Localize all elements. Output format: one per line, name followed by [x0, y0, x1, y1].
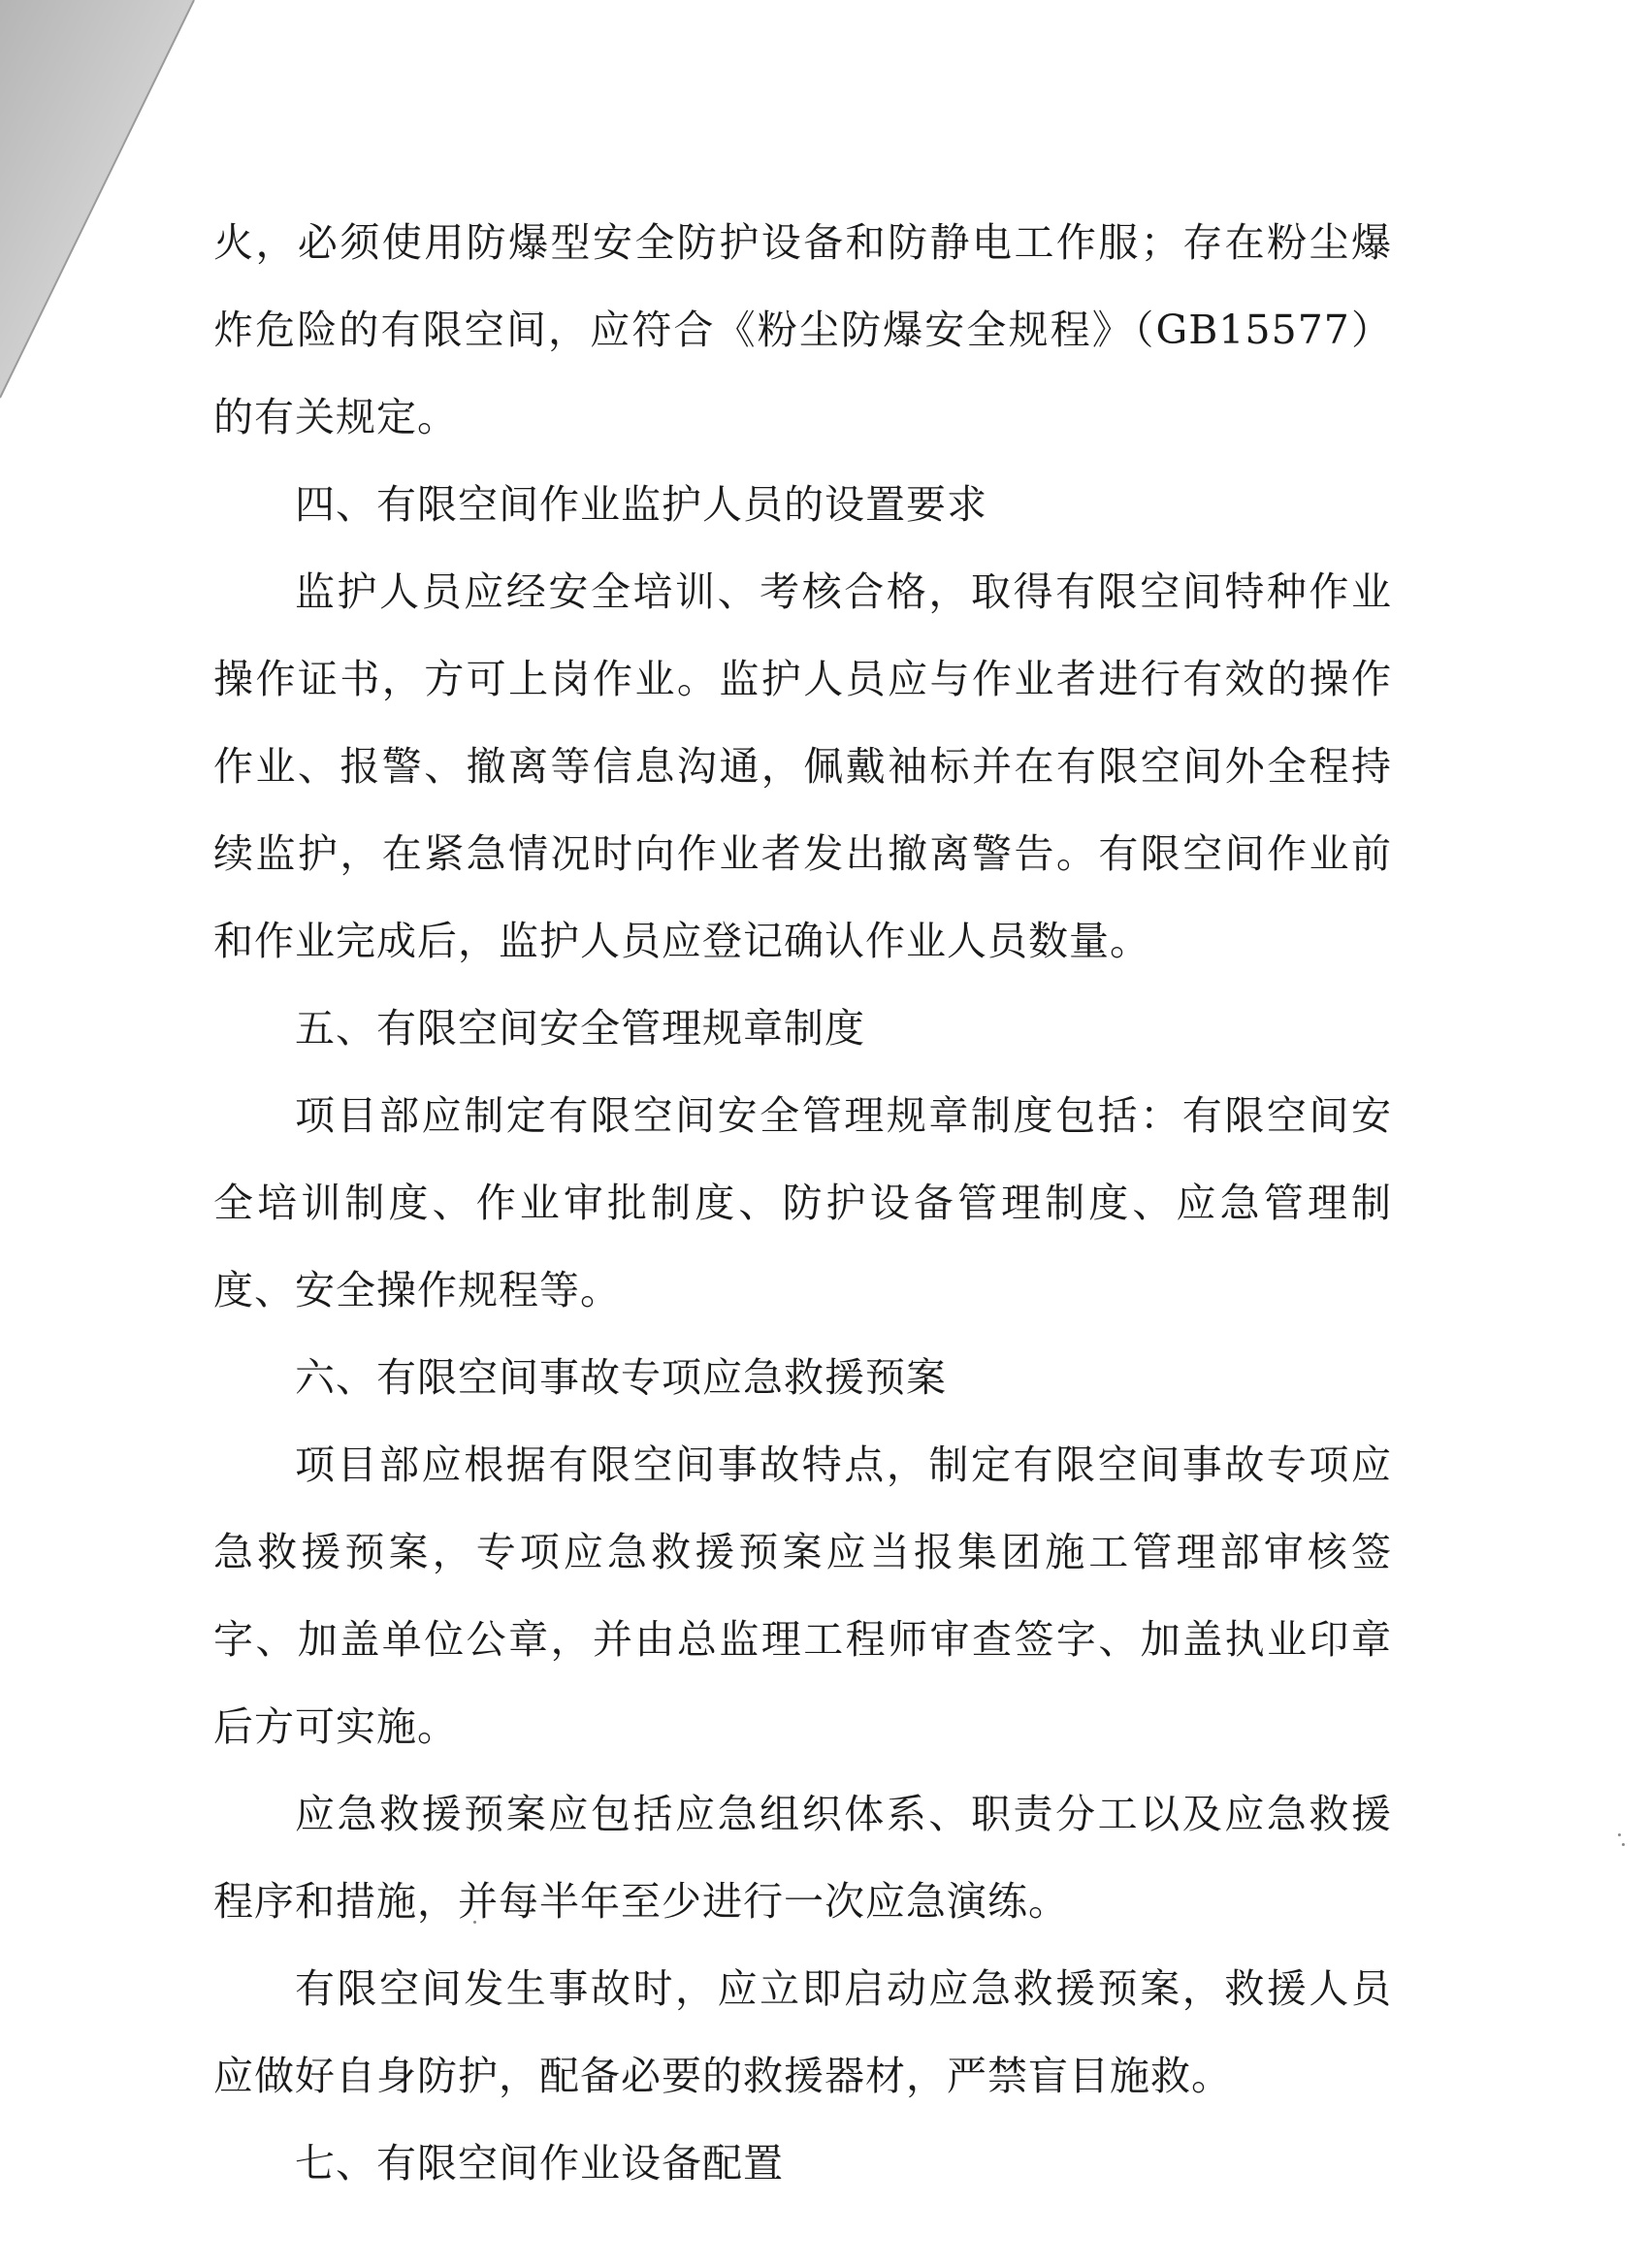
section-heading-5: 五、有限空间安全管理规章制度	[295, 1005, 865, 1052]
scan-speck	[1618, 1833, 1621, 1836]
section-heading-6: 六、有限空间事故专项应急救援预案	[295, 1354, 947, 1401]
paragraph-regulations: 项目部应制定有限空间安全管理规章制度包括：有限空间安全培训制度、作业审批制度、防护设备管理制度、应急管理制度、安全操作规程等。	[213, 1092, 1392, 1313]
section-heading-4: 四、有限空间作业监护人员的设置要求	[295, 481, 987, 528]
page-corner-fold	[0, 0, 204, 407]
paragraph-emergency-contents: 应急救援预案应包括应急组织体系、职责分工以及应急救援程序和措施，并每半年至少进行一次应急演练。	[213, 1791, 1392, 1925]
paragraph-accident-response: 有限空间发生事故时，应立即启动应急救援预案，救援人员应做好自身防护，配备必要的救援器材，严禁盲目施救。	[213, 1965, 1392, 2099]
document-body	[213, 199, 1392, 2207]
paragraph-monitor-requirements: 监护人员应经安全培训、考核合格，取得有限空间特种作业操作证书，方可上岗作业。监护人员应与作业者进行有效的操作作业、报警、撤离等信息沟通，佩戴袖标并在有限空间外全程持续监护，在紧急情况时向作业者发出撤离警告。有限空间作业前和作业完成后，监护人员应登记确认作业人员数量。	[213, 568, 1392, 964]
scan-speck	[1622, 1843, 1625, 1846]
paragraph-continuation: 火，必须使用防爆型安全防护设备和防静电工作服；存在粉尘爆炸危险的有限空间，应符合《粉尘防爆安全规程》（GB15577）的有关规定。	[213, 219, 1392, 440]
paragraph-emergency-plan: 项目部应根据有限空间事故特点，制定有限空间事故专项应急救援预案，专项应急救援预案应当报集团施工管理部审核签字、加盖单位公章，并由总监理工程师审查签字、加盖执业印章后方可实施。	[213, 1442, 1392, 1750]
section-heading-7: 七、有限空间作业设备配置	[295, 2140, 784, 2187]
